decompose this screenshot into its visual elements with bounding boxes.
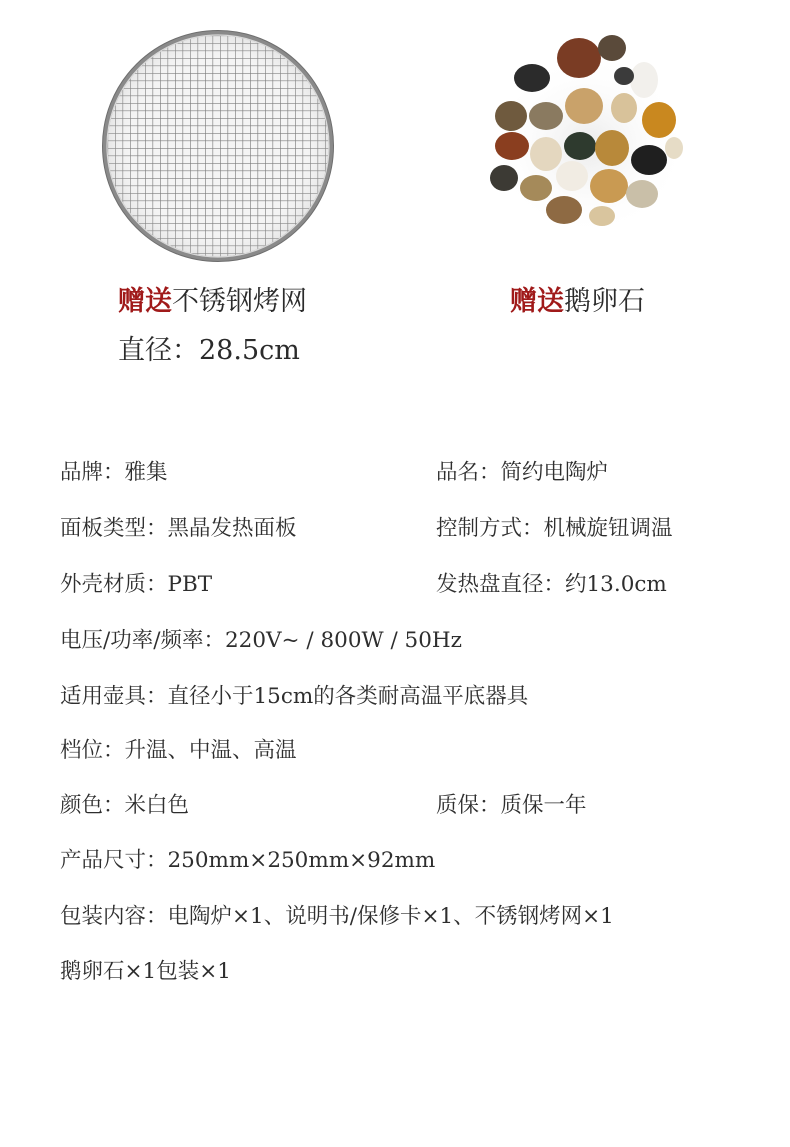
spec-product-name: 品名：简约电陶炉	[436, 460, 609, 485]
spec-plate-diameter: 发热盘直径：约13.0cm	[436, 572, 667, 597]
spec-warranty: 质保：质保一年	[436, 793, 587, 818]
spec-levels: 档位：升温、中温、高温	[60, 738, 297, 763]
grill-mesh-image	[100, 28, 336, 264]
gift-prefix: 赠送	[510, 286, 564, 317]
gift-stones-name: 鹅卵石	[564, 286, 645, 317]
spec-size: 产品尺寸：250mm×250mm×92mm	[60, 848, 436, 873]
gift-stones-caption	[510, 288, 645, 315]
spec-package-line2: 鹅卵石×1包装×1	[60, 959, 231, 984]
gift-mesh-diameter: 直径：28.5cm	[118, 335, 300, 366]
spec-power: 电压/功率/频率：220V~ / 800W / 50Hz	[60, 628, 462, 653]
spec-package-line1: 包装内容：电陶炉×1、说明书/保修卡×1、不锈钢烤网×1	[60, 904, 614, 929]
spec-shell: 外壳材质：PBT	[60, 572, 213, 597]
spec-panel-type: 面板类型：黑晶发热面板	[60, 516, 297, 541]
spec-color: 颜色：米白色	[60, 793, 190, 818]
spec-brand: 品牌：雅集	[60, 460, 168, 485]
pebble-stones-image	[484, 18, 694, 228]
spec-control: 控制方式：机械旋钮调温	[436, 516, 673, 541]
gift-mesh-name: 不锈钢烤网	[172, 286, 307, 317]
gift-mesh-caption	[118, 288, 307, 315]
gift-prefix: 赠送	[118, 286, 172, 317]
spec-pots: 适用壶具：直径小于15cm的各类耐高温平底器具	[60, 684, 529, 709]
